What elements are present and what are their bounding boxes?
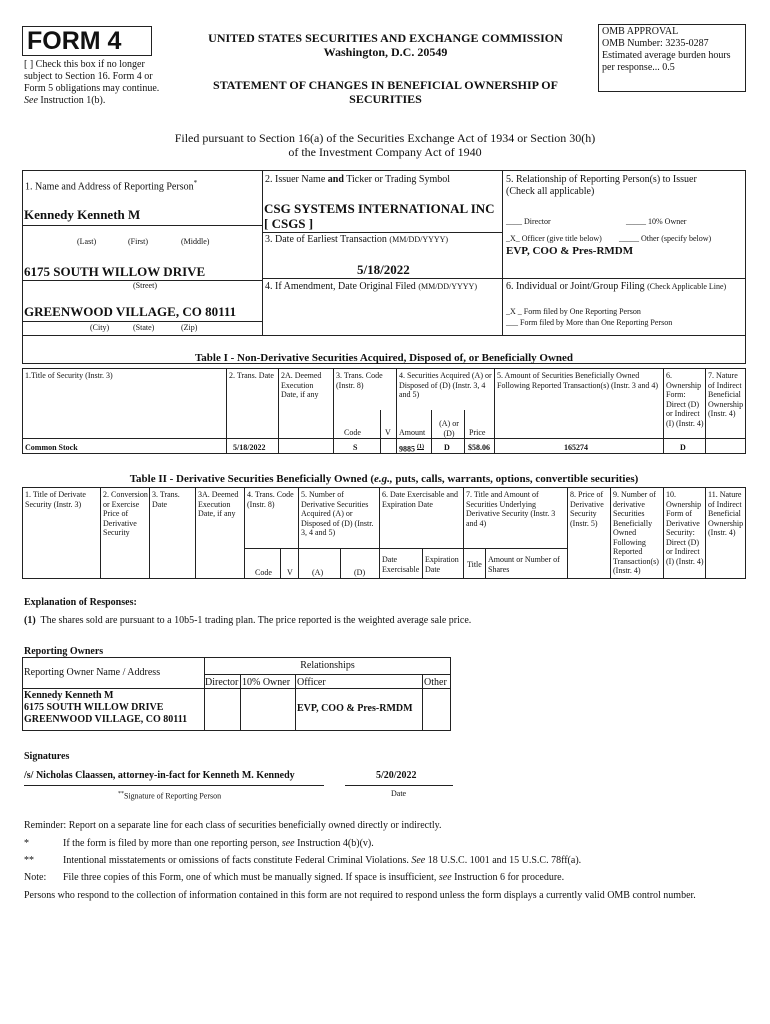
note-star2: Intentional misstatements or omissions of facts constitute Federal Criminal Violations. See 18 U.S.C. 1001 and 15 U.S.C. 78ff(a). (63, 855, 582, 866)
label-middle: (Middle) (181, 237, 210, 246)
table1-title: Table I - Non-Derivative Securities Acquired, Disposed of, or Beneficially Owned (194, 352, 574, 364)
omb-burden: Estimated average burden hours per response... 0.5 (602, 50, 731, 73)
footnote-1 (24, 615, 744, 627)
t2-h10: 10. Ownership Form of Derivative Security: Direct (D) or Indirect (I) (Instr. 4) (666, 490, 704, 566)
label-city: (City) (90, 323, 110, 332)
t2-h6: 6. Date Exercisable and Expiration Date (382, 490, 458, 509)
other-checkbox[interactable]: _____ Other (specify below) (619, 234, 712, 243)
reporting-street: 6175 SOUTH WILLOW DRIVE (24, 264, 206, 279)
date-label: Date (391, 789, 407, 798)
t1-h1: 1.Title of Security (Instr. 3) (25, 371, 113, 380)
filed-by-more-checkbox[interactable]: ___ Form filed by More than One Reporting Person (506, 318, 673, 327)
t2-sub-a: (A) (312, 568, 324, 577)
t2-sub-amount: Amount or Number of Shares (488, 555, 560, 574)
label-street: (Street) (133, 281, 157, 290)
footnote-1-number: (1) (24, 615, 36, 626)
omb-box (598, 24, 746, 92)
agency-name: UNITED STATES SECURITIES AND EXCHANGE COMMISSION (208, 31, 563, 45)
label-last: (Last) (77, 237, 97, 246)
note-text: File three copies of this Form, one of which must be manually signed. If space is insufficient, see Instruction 6 for procedure. (63, 872, 565, 883)
t1-sub-amount: Amount (399, 428, 426, 437)
agency-location: Washington, D.C. 20549 (323, 45, 448, 59)
table2-title: Table II - Derivative Securities Beneficially Owned (e.g., puts, calls, warrants, options, convertible securities) (129, 473, 639, 485)
t2-h3: 3. Trans. Date (152, 490, 180, 509)
t2-h2: 2. Conversion or Exercise Price of Derivative Security (103, 490, 148, 537)
officer-checkbox[interactable]: _X_ Officer (give title below) (506, 234, 602, 243)
owners-col-name: Reporting Owner Name / Address (24, 667, 161, 678)
t1-h7: 7. Nature of Indirect Beneficial Ownership (Instr. 4) (708, 371, 744, 418)
t2-sub-v: V (287, 568, 293, 577)
t2-h3a: 3A. Deemed Execution Date, if any (198, 490, 239, 518)
label-state: (State) (133, 323, 155, 332)
footnote-link[interactable]: (1) (417, 444, 424, 450)
owners-col-ten: 10% Owner (242, 677, 291, 688)
owner-street: 6175 SOUTH WILLOW DRIVE (24, 702, 164, 713)
owners-col-other: Other (424, 677, 447, 688)
owner-officer-title: EVP, COO & Pres-RMDM (297, 703, 413, 714)
t2-h9: 9. Number of derivative Securities Beneficially Owned Following Reported Transaction(s) (Instr. 4) (613, 490, 659, 575)
signature-label: **Signature of Reporting Person (118, 791, 222, 801)
form-title-box (22, 26, 152, 56)
t1-trans-code: S (353, 443, 358, 452)
note-star2-mark: ** (24, 855, 34, 866)
omb-notice: Persons who respond to the collection of information contained in this form are not required to respond unless the form displays a currently valid OMB control number. (24, 890, 696, 901)
t2-sub-title: Title (467, 560, 482, 569)
t2-h11: 11. Nature of Indirect Beneficial Ownership (Instr. 4) (708, 490, 744, 537)
t1-trans-date: 5/18/2022 (233, 443, 266, 452)
box1-label: 1. Name and Address of Reporting Person* (25, 179, 198, 193)
box4-label: 4. If Amendment, Date Original Filed (MM/DD/YYYY) (265, 281, 477, 292)
explanation-heading: Explanation of Responses: (24, 597, 137, 608)
t1-h2a: 2A. Deemed Execution Date, if any (281, 371, 322, 399)
owner-city: GREENWOOD VILLAGE, CO 80111 (24, 714, 188, 725)
box3-label: 3. Date of Earliest Transaction (MM/DD/YYYY) (265, 234, 449, 245)
t1-sub-price: Price (469, 428, 486, 437)
t1-aord: D (444, 443, 450, 452)
checkbox-note[interactable]: [ ] Check this box if no longer subject to Section 16. Form 4 or Form 5 obligations may continue. See Instruction 1(b). (24, 59, 160, 106)
reminder: Reminder: Report on a separate line for each class of securities beneficially owned directly or indirectly. (24, 820, 442, 831)
box2-label: 2. Issuer Name and Ticker or Trading Symbol (265, 174, 451, 185)
issuer-name: CSG SYSTEMS INTERNATIONAL INC [ CSGS ] (264, 201, 495, 231)
t2-h1: 1. Title of Derivate Security (Instr. 3) (25, 490, 86, 509)
t2-h4: 4. Trans. Code (Instr. 8) (247, 490, 294, 509)
statement-title: STATEMENT OF CHANGES IN BENEFICIAL OWNERSHIP OF SECURITIES (213, 78, 558, 106)
t1-form: D (680, 443, 686, 452)
owners-col-relationships: Relationships (300, 660, 355, 671)
owners-col-officer: Officer (297, 677, 326, 688)
t1-h3: 3. Trans. Code (Instr. 8) (336, 371, 383, 390)
t1-sub-code: Code (344, 428, 361, 437)
t1-security-title: Common Stock (25, 443, 78, 452)
footnote-1-text: The shares sold are pursuant to a 10b5-1 trading plan. The price reported is the weighted average sale price. (40, 615, 472, 626)
note-star1-mark: * (24, 838, 29, 849)
earliest-transaction-date: 5/18/2022 (357, 262, 410, 277)
t1-owned: 165274 (564, 443, 588, 452)
filed-pursuant: Filed pursuant to Section 16(a) of the Securities Exchange Act of 1934 or Section 30(h) of the Investment Company Act of 1940 (174, 131, 596, 159)
t2-sub-exp: Expiration Date (425, 555, 459, 574)
owners-heading: Reporting Owners (24, 646, 104, 657)
signatures-heading: Signatures (24, 751, 70, 762)
t1-amount: 9885 $^{(1)}$ (399, 444, 424, 454)
label-zip: (Zip) (181, 323, 198, 332)
note-label: Note: (24, 872, 47, 883)
t1-price: $58.06 (468, 443, 490, 452)
owner-name: Kennedy Kenneth M (24, 690, 114, 701)
t1-sub-v: V (385, 428, 391, 437)
t2-sub-date-ex: Date Exercisable (382, 555, 420, 574)
form-title: FORM 4 (27, 27, 122, 55)
t1-sub-aord: (A) or (D) (439, 419, 459, 438)
t2-h8: 8. Price of Derivative Security (Instr. 5) (570, 490, 604, 528)
ten-percent-checkbox[interactable]: _____ 10% Owner (626, 217, 687, 226)
owners-col-director: Director (205, 677, 239, 688)
t2-h5: 5. Number of Derivative Securities Acquired (A) or Disposed of (D) (Instr. 3, 4 and 5) (301, 490, 374, 537)
note-star1: If the form is filed by more than one reporting person, see Instruction 4(b)(v). (63, 838, 374, 849)
t1-h4: 4. Securities Acquired (A) or Disposed of (D) (Instr. 3, 4 and 5) (399, 371, 492, 399)
t1-h2: 2. Trans. Date (229, 371, 274, 380)
omb-number: OMB Number: 3235-0287 (602, 38, 709, 49)
t1-h6: 6. Ownership Form: Direct (D) or Indirect (I) (Instr. 4) (666, 371, 704, 428)
reporting-person-name: Kennedy Kenneth M (24, 207, 141, 222)
filed-by-one-checkbox[interactable]: _X _ Form filed by One Reporting Person (506, 307, 641, 316)
owner-row (24, 690, 204, 726)
t2-sub-d: (D) (354, 568, 366, 577)
omb-approval: OMB APPROVAL (602, 26, 679, 37)
officer-title: EVP, COO & Pres-RMDM (506, 245, 634, 257)
box5-label: 5. Relationship of Reporting Person(s) to Issuer (Check all applicable) (506, 174, 697, 197)
signature-date: 5/20/2022 (376, 770, 417, 781)
t2-h7: 7. Title and Amount of Securities Underlying Derivative Security (Instr. 3 and 4) (466, 490, 556, 528)
box6-label: 6. Individual or Joint/Group Filing (Check Applicable Line) (506, 281, 727, 292)
signer-name: /s/ Nicholas Claassen, attorney-in-fact for Kenneth M. Kennedy (24, 770, 295, 781)
t1-h5: 5. Amount of Securities Beneficially Owned Following Reported Transaction(s) (Instr. 3 and 4) (497, 371, 659, 390)
label-first: (First) (128, 237, 148, 246)
director-checkbox[interactable]: ____ Director (506, 217, 551, 226)
t2-sub-code: Code (255, 568, 272, 577)
reporting-city: GREENWOOD VILLAGE, CO 80111 (24, 304, 237, 319)
